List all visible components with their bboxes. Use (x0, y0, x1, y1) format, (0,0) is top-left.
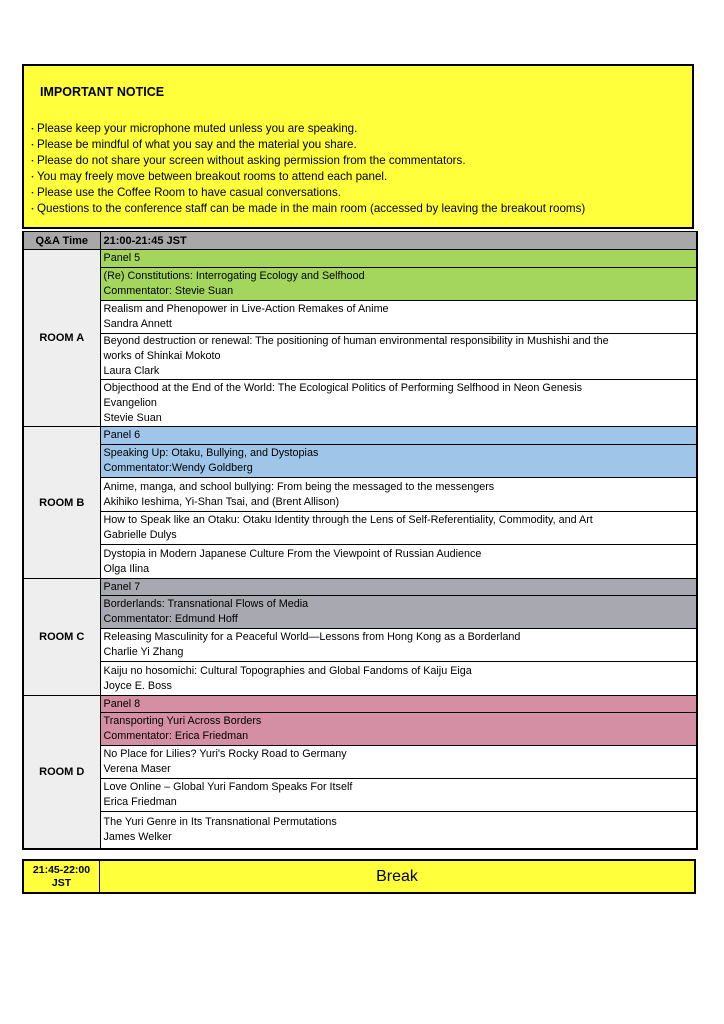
paper-title: Releasing Masculinity for a Peaceful World—Lessons from Hong Kong as a Borderland (103, 631, 521, 643)
table-row (23, 512, 697, 545)
panel-commentator: Commentator:Wendy Goldberg (103, 462, 253, 474)
paper-author: Joyce E. Boss (103, 679, 172, 692)
paper-title-cont: works of Shinkai Mokoto (103, 350, 221, 362)
room-a-label: ROOM A (23, 250, 100, 427)
notice-item: ・ Questions to the conference staff can be made in the main room (accessed by leaving the breakout rooms) (28, 201, 585, 217)
panel-label: Panel 8 (100, 696, 697, 713)
paper-cell (100, 512, 697, 545)
paper-author: Gabrielle Dulys (103, 529, 177, 541)
paper-title: Love Online – Global Yuri Fandom Speaks For Itself (103, 781, 353, 793)
table-row (23, 812, 697, 849)
qa-time-label: Q&A Time (23, 232, 100, 250)
paper-cell (100, 380, 697, 427)
break-time-line1: 21:45-22:00 (32, 864, 91, 876)
panel-commentator: Commentator: Erica Friedman (103, 730, 249, 742)
paper-title: The Yuri Genre in Its Transnational Permutations (103, 815, 337, 828)
panel-commentator: Commentator: Stevie Suan (103, 285, 234, 297)
paper-author: Akihiko Ieshima, Yi-Shan Tsai, and (Brent Allison) (103, 495, 340, 508)
notice-item: ・ You may freely move between breakout rooms to attend each panel. (28, 169, 585, 185)
panel-title: (Re) Constitutions: Interrogating Ecology and Selfhood (103, 270, 365, 282)
paper-cell (100, 478, 697, 512)
panel-title: Transporting Yuri Across Borders (103, 715, 262, 727)
important-notice-box (22, 64, 694, 229)
table-row (23, 629, 697, 662)
paper-cell (100, 334, 697, 380)
paper-title: No Place for Lilies? Yuri's Rocky Road to Germany (103, 748, 347, 760)
paper-title: Kaiju no hosomichi: Cultural Topographies and Global Fandoms of Kaiju Eiga (103, 664, 472, 677)
notice-item: ・ Please keep your microphone muted unless you are speaking. (28, 121, 585, 137)
room-b-label: ROOM B (23, 427, 100, 579)
notice-item: ・ Please do not share your screen without asking permission from the commentators. (28, 153, 585, 169)
table-row (23, 334, 697, 380)
header-row (23, 232, 697, 250)
table-row (23, 779, 697, 812)
table-row (23, 713, 697, 746)
panel-title-cell (100, 268, 697, 301)
panel-title-cell (100, 445, 697, 478)
panel-label: Panel 6 (100, 427, 697, 445)
paper-author: Erica Friedman (103, 796, 177, 808)
paper-author: Laura Clark (103, 365, 160, 377)
table-row (23, 268, 697, 301)
paper-title: Anime, manga, and school bullying: From being the messaged to the messengers (103, 480, 495, 493)
paper-cell (100, 779, 697, 812)
table-row (23, 380, 697, 427)
notice-item: ・ Please be mindful of what you say and the material you share. (28, 137, 585, 153)
table-row (23, 250, 697, 268)
break-row (22, 859, 696, 894)
break-time-line2: JST (51, 877, 72, 889)
paper-cell (100, 545, 697, 579)
paper-title: Beyond destruction or renewal: The positioning of human environmental responsibility in Mushishi and the (103, 335, 609, 347)
notice-list (28, 121, 585, 217)
panel-label: Panel 7 (100, 579, 697, 596)
paper-title: Realism and Phenopower in Live-Action Remakes of Anime (103, 303, 389, 315)
paper-cell (100, 662, 697, 696)
table-row (23, 662, 697, 696)
table-row (23, 545, 697, 579)
panel-title-cell (100, 596, 697, 629)
paper-author: Olga Ilina (103, 562, 150, 575)
paper-author: Stevie Suan (103, 411, 162, 424)
notice-item: ・ Please use the Coffee Room to have casual conversations. (28, 185, 585, 201)
table-row (23, 478, 697, 512)
panel-commentator: Commentator: Edmund Hoff (103, 613, 238, 625)
paper-author: Verena Maser (103, 763, 171, 775)
notice-title: IMPORTANT NOTICE (40, 85, 165, 99)
paper-title: How to Speak like an Otaku: Otaku Identity through the Lens of Self-Referentiality, Commodity, and Art (103, 514, 593, 526)
paper-cell (100, 629, 697, 662)
table-row (23, 746, 697, 779)
table-row (23, 301, 697, 334)
paper-cell (100, 301, 697, 334)
qa-time-value: 21:00-21:45 JST (100, 232, 697, 250)
paper-title: Objecthood at the End of the World: The Ecological Politics of Performing Selfhood in Neon Genesis (103, 381, 583, 394)
panel-title-cell (100, 713, 697, 746)
paper-author: Sandra Annett (103, 318, 172, 330)
paper-author: James Welker (103, 830, 172, 843)
room-d-label: ROOM D (23, 696, 100, 849)
panel-label: Panel 5 (100, 250, 697, 268)
paper-cell (100, 812, 697, 849)
table-row (23, 579, 697, 596)
panel-title: Speaking Up: Otaku, Bullying, and Dystopias (103, 447, 319, 459)
table-row (23, 596, 697, 629)
room-c-label: ROOM C (23, 579, 100, 696)
paper-author: Charlie Yi Zhang (103, 646, 184, 658)
table-row (23, 427, 697, 445)
schedule-table (22, 231, 698, 850)
paper-title: Dystopia in Modern Japanese Culture From the Viewpoint of Russian Audience (103, 547, 482, 560)
break-label: Break (100, 861, 694, 892)
table-row (23, 696, 697, 713)
paper-cell (100, 746, 697, 779)
panel-title: Borderlands: Transnational Flows of Media (103, 598, 309, 610)
paper-title-cont: Evangelion (103, 396, 157, 409)
table-row (23, 445, 697, 478)
break-time (24, 861, 100, 892)
